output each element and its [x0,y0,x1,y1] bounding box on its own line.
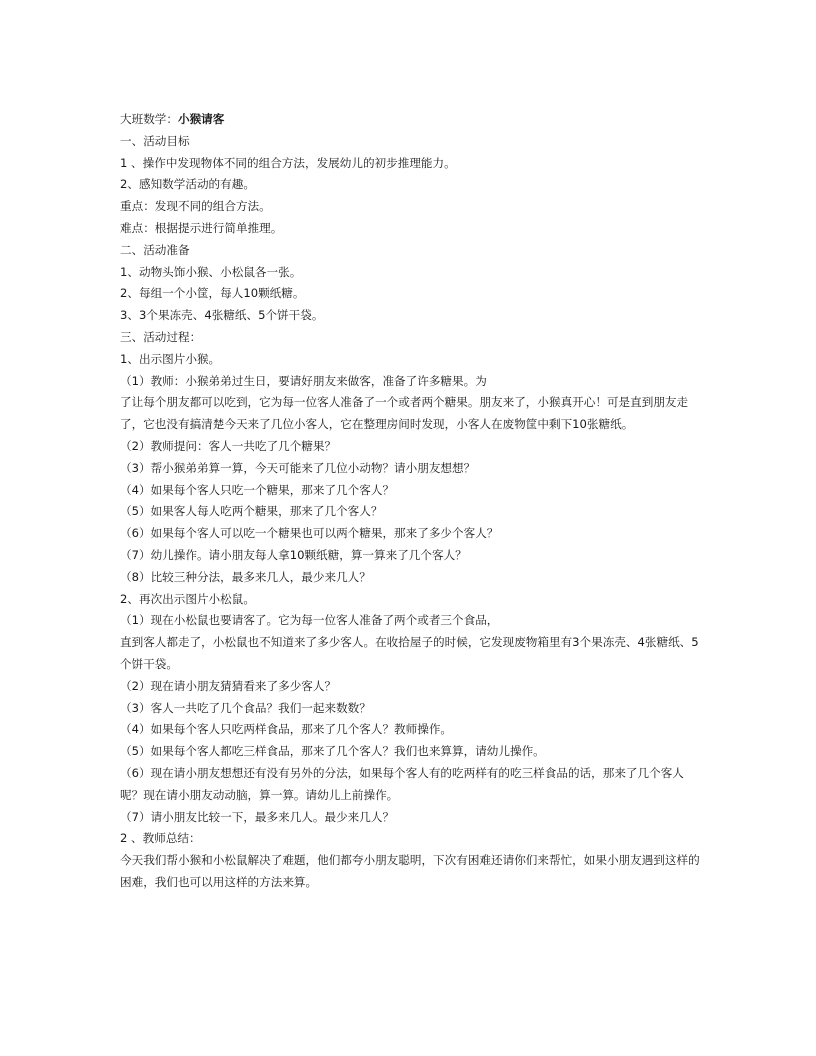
section-heading-goals: 一、活动目标 [120,133,190,148]
process-question: （3）帮小猴弟弟算一算，今天可能来了几位小动物？请小朋友想想？ [120,460,476,475]
preparation-item: 1、动物头饰小猴、小松鼠各一张。 [120,264,302,279]
process-question: （5）如果每个客人都吃三样食品，那来了几个客人？我们也来算算，请幼儿操作。 [120,744,545,759]
lesson-plan-body [120,109,702,894]
key-point: 重点：发现不同的组合方法。 [120,199,271,214]
process-paragraph: （1）教师：小猴弟弟过生日，要请好朋友来做客，准备了许多糖果。为 [120,373,487,388]
process-question: （7）幼儿操作。请小朋友每人拿10颗纸糖，算一算来了几个客人？ [120,547,467,562]
preparation-item: 2、每组一个小筐，每人10颗纸糖。 [120,286,305,301]
process-paragraph: 直到客人都走了，小松鼠也不知道来了多少客人。在收拾屋子的时候，它发现废物箱里有3个果冻壳、4张糖纸、5个饼干袋。 [120,635,699,671]
process-question: （6）如果每个客人可以吃一个糖果也可以两个糖果，那来了多少个客人？ [120,526,499,541]
title-name: 小猴请客 [177,112,225,126]
process-question: （4）如果每个客人只吃两样食品，那来了几个客人？教师操作。 [120,722,453,737]
process-paragraph: （1）现在小松鼠也要请客了。它为每一位客人准备了两个或者三个食品， [120,613,499,628]
process-question: （5）如果客人每人吃两个糖果，那来了几个客人？ [120,504,383,519]
process-question: （2）教师提问：客人一共吃了几个糖果？ [120,438,337,453]
section-heading-process: 三、活动过程： [120,329,202,344]
title-prefix: 大班数学： [120,112,178,126]
process-question: （3）客人一共吃了几个食品？我们一起来数数？ [120,700,371,715]
section-heading-preparation: 二、活动准备 [120,242,190,257]
document-title [120,109,702,131]
goal-item: 1 、操作中发现物体不同的组合方法，发展幼儿的初步推理能力。 [120,155,456,170]
process-step: 1、出示图片小猴。 [120,351,221,366]
summary-heading: 2 、教师总结： [120,831,201,846]
process-question: （8）比较三种分法，最多来几人，最少来几人？ [120,569,371,584]
difficult-point: 难点：根据提示进行简单推理。 [120,220,283,235]
goal-item: 2、感知数学活动的有趣。 [120,177,255,192]
process-question: （2）现在请小朋友猜猜看来了多少客人？ [120,678,337,693]
process-step: 2、再次出示图片小松鼠。 [120,591,255,606]
process-question: （4）如果每个客人只吃一个糖果，那来了几个客人？ [120,482,395,497]
summary-paragraph: 今天我们帮小猴和小松鼠解决了难题，他们都夸小朋友聪明，下次有困难还请你们来帮忙，如果小朋友遇到这样的困难，我们也可以用这样的方法来算。 [120,853,700,889]
process-paragraph: 了让每个朋友都可以吃到，它为每一位客人准备了一个或者两个糖果。朋友来了，小猴真开心！可是直到朋友走了，它也没有搞清楚今天来了几位小客人，它在整理房间时发现，小客人在废物筐中剩下10张糖纸。 [120,395,689,432]
process-question: （6）现在请小朋友想想还有没有另外的分法，如果每个客人有的吃两样有的吃三样食品的话，那来了几个客人呢？现在请小朋友动动脑，算一算。请幼儿上前操作。 [120,765,684,802]
process-question: （7）请小朋友比较一下，最多来几人。最少来几人？ [120,809,395,824]
preparation-item: 3、3个果冻壳、4张糖纸、5个饼干袋。 [120,308,324,323]
